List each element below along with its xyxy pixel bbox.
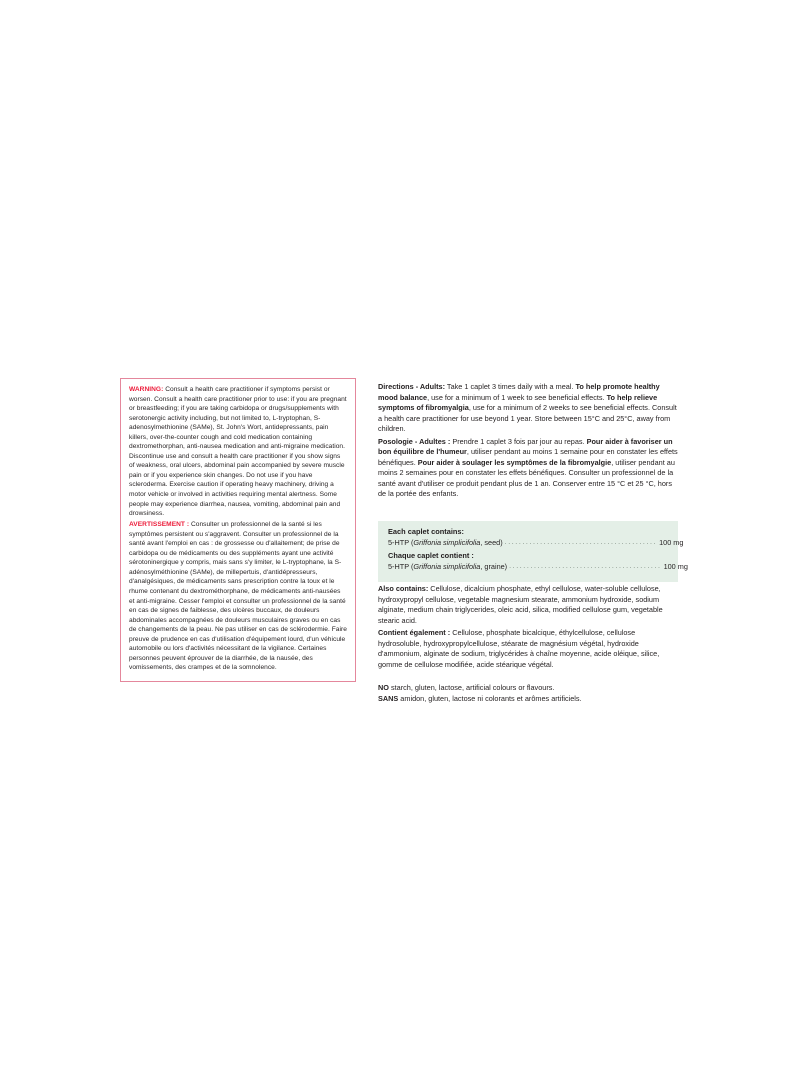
warning-heading-french: AVERTISSEMENT : (129, 521, 190, 529)
warning-body-french: Consulter un professionnel de la santé si les symptômes persistent ou s'aggravent. Consulter un professionnel de la santé avant l'emploi en cas : de grossesse ou d'allaitement; de prise de carbidopa ou de médicaments ou des suppléments ayant une activité sérotoninergique y compris, mais sans s'y limiter, le L-tryptophane, la S-adénosylméthionine (SAMe), de millepertuis, d'antidépresseurs, d'analgésiques, de médicaments sans prescription contre la toux et le rhume contenant du dextrométhorphane, de médicaments anti-nausées et anti-migraine. Cesser l'emploi et consulter un professionnel de la santé en cas de signes de faiblesse, des ulcères buccaux, de douleurs abdominales accompagnées de douleurs musculaires graves ou en cas de changements de la peau. Ne pas utiliser en cas de sclérodermie. Faire preuve de prudence en cas d'utilisation d'équipement lourd, d'un véhicule automobile ou lors d'activités nécessitant de la vigilance. Certaines personnes peuvent éprouver de la diarrhée, de la nausée, des vomissements, des crampes et de la somnolence. (129, 521, 347, 672)
warning-heading-english: WARNING: (129, 386, 164, 393)
facts-ingredient-name-english: 5-HTP ( (388, 537, 414, 547)
also-contains-paragraph-french (378, 628, 680, 670)
facts-title-french: Chaque caplet contient : (388, 551, 474, 561)
also-contains-section (378, 584, 680, 670)
facts-amount-french: 100 mg (663, 561, 688, 571)
facts-leader-dots-french: ........................................... (509, 562, 662, 570)
facts-ingredient-french (388, 562, 507, 573)
directions-bold2-french: Pour aider à soulager les symptômes de la fibromyalgie (417, 457, 612, 467)
directions-lead-english: Directions - Adults: (378, 382, 446, 391)
directions-seg2-french: , utiliser pendant au moins 1 semaine pour en constater les effets bénéfiques. (378, 447, 678, 467)
free-from-lead-english: NO (378, 683, 389, 692)
facts-amount-english: 100 mg (659, 537, 684, 547)
facts-ingredient-latin-english: Griffonia simplicifolia (413, 537, 481, 547)
warning-body-english: Consult a health care practitioner if symptoms persist or worsen. Consult a health care practitioner prior to use: if you are pregnant or breastfeeding; if you are taking carbidopa or drugs/supplements with serotonergic activity including, but not limited to, L-tryptophan, S-adenosylmethionine (SAMe), St. John's Wort, antidepressants, pain killers, over-the-counter cough and cold medication containing dextromethorphan, anti-nausea medication and anti-migraine medication. Discontinue use and consult a health care practitioner if you show signs of weakness, oral ulcers, abdominal pain accompanied by severe muscle pain or if you experience skin changes. Do not use if you have scleroderma. Exercise caution if operating heavy machinery, driving a motor vehicle or involved in activities requiring mental alertness. Some people may experience diarrhea, nausea, vomiting, abdominal pain and drowsiness. (129, 386, 347, 518)
facts-ingredient-name-french: 5-HTP ( (388, 561, 414, 571)
facts-leader-dots-english: ........................................... (504, 538, 658, 546)
facts-ingredient-english (388, 538, 503, 549)
directions-seg3-english: , use for a minimum of 2 weeks to see beneficial effects. Consult a health care practitioner for use beyond 1 year. Store between 15°C and 25°C, away from children. (378, 403, 677, 433)
directions-paragraph-french (378, 437, 680, 500)
free-from-lead-french: SANS (378, 693, 399, 703)
facts-title-english: Each caplet contains: (388, 527, 464, 536)
free-from-body-french: amidon, gluten, lactose ni colorants et arômes artificiels. (398, 693, 582, 703)
directions-paragraph-english (378, 382, 680, 435)
facts-ingredient-latin-french: Griffonia simplicifolia (413, 561, 481, 571)
supplement-facts-box (378, 521, 688, 582)
warning-paragraph-french (129, 520, 347, 673)
also-contains-lead-english: Also contains: (378, 584, 429, 593)
warning-box (120, 378, 356, 682)
directions-bold1-french: Pour aider à favoriser un bon équilibre de l'humeur (378, 436, 673, 456)
warning-paragraph-english (129, 385, 347, 519)
directions-seg1-english: Take 1 caplet 3 times daily with a meal. (445, 382, 576, 391)
facts-row-english (388, 537, 684, 550)
directions-bold1-english: To help promote healthy mood balance (378, 382, 660, 402)
directions-seg1-french: Prendre 1 caplet 3 fois par jour au repas. (450, 436, 587, 446)
free-from-section (378, 683, 680, 705)
also-contains-lead-french: Contient également : (378, 628, 451, 637)
facts-row-french (388, 561, 688, 574)
directions-lead-french: Posologie - Adultes : (378, 436, 451, 446)
also-contains-body-english: Cellulose, dicalcium phosphate, ethyl cellulose, water-soluble cellulose, hydroxypropyl cellulose, vegetable magnesium stearate, ammonium hydroxide, sodium alginate, medium chain triglycerides, oleic acid, silica, modified cellulose gum, vegetable stearic acid. (378, 584, 663, 625)
also-contains-body-french: Cellulose, phosphate bicalcique, éthylcellulose, cellulose hydrosoluble, hydroxypropylcellulose, stéarate de magnésium végétal, hydroxide d'ammonium, alginate de sodium, triglycérides à chaîne moyenne, acide oléique, silice, gomme de cellulose modifiée, acide stéarique végétal. (378, 628, 660, 669)
also-contains-paragraph-english (378, 584, 680, 626)
directions-section (378, 382, 680, 500)
directions-seg3-french: , utiliser pendant au moins 2 semaines pour en constater les effets bénéfiques. Consulter un professionnel de la santé avant d'utiliser ce produit pendant plus de 1 an. Conserver entre 15 °C et 25 °C, hors de la portée des enfants. (378, 457, 675, 498)
facts-ingredient-part-french: , graine) (480, 561, 508, 571)
free-from-paragraph-french (378, 694, 680, 705)
directions-bold2-english: To help relieve symptoms of fibromyalgia (378, 392, 658, 412)
free-from-body-english: starch, gluten, lactose, artificial colours or flavours. (388, 683, 555, 692)
facts-ingredient-part-english: , seed) (480, 537, 503, 547)
free-from-paragraph-english (378, 683, 680, 694)
directions-seg2-english: , use for a minimum of 1 week to see beneficial effects. (427, 392, 607, 402)
